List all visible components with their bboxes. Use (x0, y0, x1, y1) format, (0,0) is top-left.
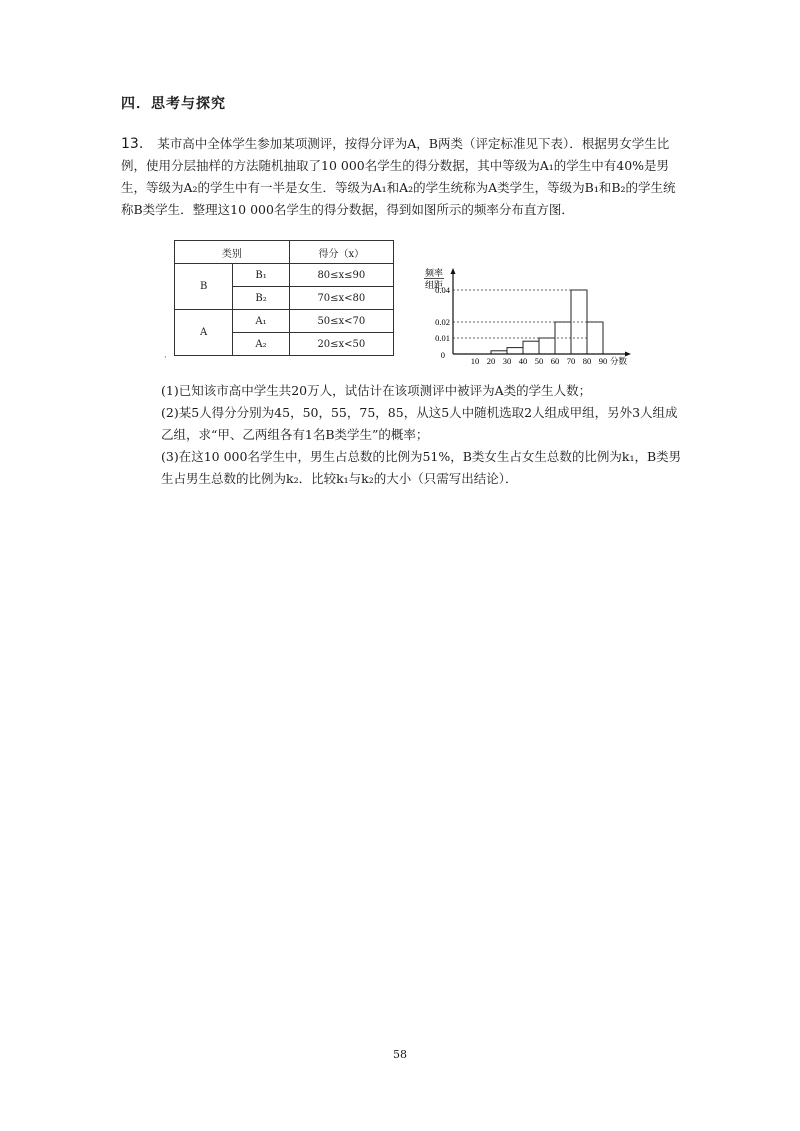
x-tick-label: 10 (470, 356, 480, 366)
x-tick-label: 40 (518, 356, 528, 366)
problem-parts (161, 380, 683, 490)
table-cell-range: 80≤x≤90 (289, 264, 393, 287)
y-axis-arrow (451, 268, 456, 274)
x-tick-label: 90 (598, 356, 608, 366)
table-cell-category: A (175, 310, 233, 356)
histogram-bar (523, 341, 539, 354)
histogram-bar (587, 322, 603, 354)
question-number: 13. (121, 136, 144, 152)
x-tick-label: 60 (550, 356, 560, 366)
y-tick-label: 0.02 (435, 317, 450, 327)
table-row (175, 264, 394, 287)
table-cell-grade: A₁ (233, 310, 289, 333)
y-axis-label-bottom: 组距 (424, 280, 444, 290)
section-title: 四．思考与探究 (121, 96, 226, 112)
table-cell-grade: B₁ (233, 264, 289, 287)
y-tick-label: 0.01 (435, 333, 450, 343)
scan-dot: · (164, 353, 167, 362)
part-1: (1)已知该市高中学生共20万人，试估计在该项测评中被评为A类的学生人数； (161, 383, 592, 398)
x-tick-label: 30 (502, 356, 512, 366)
x-tick-label: 70 (566, 356, 576, 366)
table-row (175, 310, 394, 333)
table-header-score: 得分（x） (289, 241, 393, 264)
page-number: 58 (393, 1048, 407, 1061)
problem-text: 某市高中全体学生参加某项测评，按得分评为A，B两类（评定标准见下表）．根据男女学生比例，使用分层抽样的方法随机抽取了10 000名学生的得分数据，其中等级为A₁的学生中有40%是男生，等级为A₂的学生中有一半是女生．等级为A₁和A₂的学生统称为A类学生，等级为B₁和B₂的学生统称B类学生．整理这10 000名学生的得分数据，得到如图所示的频率分布直方图． (121, 136, 676, 217)
x-tick-label: 80 (582, 356, 592, 366)
y-axis-label-top: 频率 (424, 268, 444, 278)
table-cell-grade: B₂ (233, 287, 289, 310)
x-axis-label: 分数 (610, 356, 628, 366)
criteria-table (174, 240, 394, 356)
x-tick-label: 50 (534, 356, 544, 366)
x-tick-label: 20 (486, 356, 496, 366)
table-cell-range: 20≤x<50 (289, 333, 393, 356)
histogram-bar (539, 338, 555, 354)
histogram-bar (507, 348, 523, 354)
frequency-histogram (420, 264, 640, 374)
table-cell-range: 50≤x<70 (289, 310, 393, 333)
table-header-row (175, 241, 394, 264)
table-cell-category: B (175, 264, 233, 310)
origin-label: 0 (440, 350, 445, 360)
part-2: (2)某5人得分分别为45，50，55，75，85，从这5人中随机选取2人组成甲组，另外3人组成乙组，求“甲、乙两组各有1名B类学生”的概率； (161, 405, 678, 442)
table-cell-grade: A₂ (233, 333, 289, 356)
table-header-category: 类别 (175, 241, 290, 264)
table-cell-range: 70≤x<80 (289, 287, 393, 310)
problem-intro (121, 133, 679, 221)
part-3: (3)在这10 000名学生中，男生占总数的比例为51%，B类女生占女生总数的比例为k₁，B类男生占男生总数的比例为k₂．比较k₁与k₂的大小（只需写出结论）． (161, 449, 682, 486)
y-tick-label: 0.04 (435, 285, 450, 295)
